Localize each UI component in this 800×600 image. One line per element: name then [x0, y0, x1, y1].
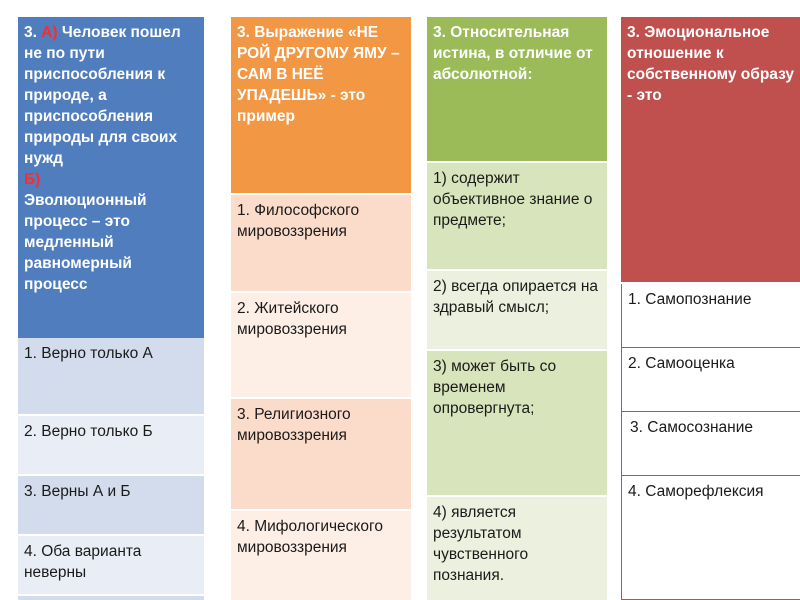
- answer-option[interactable]: 2. Самооценка: [621, 348, 800, 412]
- answer-option[interactable]: 4. Мифологического мировоззрения: [231, 511, 411, 600]
- column-4-header: 3. Эмоциональное отношение к собственному образу - это: [621, 17, 800, 282]
- answer-option[interactable]: 2) всегда опирается на здравый смысл;: [427, 271, 607, 349]
- statement-b-text: Эволюционный процесс – это медленный равномерный процесс: [24, 192, 147, 293]
- answer-option[interactable]: 4) является результатом чувственного познания.: [427, 497, 607, 600]
- answer-option[interactable]: 4. Саморефлексия: [621, 476, 800, 600]
- statement-b-label: Б): [24, 171, 41, 188]
- answer-option[interactable]: 2. Верно только Б: [18, 416, 204, 474]
- answer-option[interactable]: 3. Религиозного мировоззрения: [231, 399, 411, 509]
- answer-option[interactable]: 1. Самопознание: [621, 284, 800, 348]
- column-1-header: [18, 17, 204, 338]
- question-number: 3.: [24, 24, 42, 41]
- answer-option[interactable]: 1. Верно только А: [18, 338, 204, 414]
- answer-option[interactable]: 2. Житейского мировоззрения: [231, 293, 411, 397]
- column-2-header: 3. Выражение «НЕ РОЙ ДРУГОМУ ЯМУ – САМ В НЕЁ УПАДЕШЬ» - это пример: [231, 17, 411, 193]
- answer-option[interactable]: 1. Философского мировоззрения: [231, 195, 411, 291]
- answer-option[interactable]: 3) может быть со временем опровергнута;: [427, 351, 607, 495]
- column-3-header: 3. Относительная истина, в отличие от абсолютной:: [427, 17, 607, 161]
- answer-option[interactable]: 3. Верны А и Б: [18, 476, 204, 534]
- answer-option[interactable]: 3. Самосознание: [621, 412, 800, 476]
- statement-a-label: А): [41, 24, 58, 41]
- answer-option[interactable]: 1) содержит объективное знание о предмете;: [427, 163, 607, 269]
- statement-a-text: Человек пошел не по пути приспособления к природе, а приспособления природы для своих нужд: [24, 24, 181, 167]
- answer-option[interactable]: 4. Оба варианта неверны: [18, 536, 204, 594]
- empty-cell: [18, 596, 204, 600]
